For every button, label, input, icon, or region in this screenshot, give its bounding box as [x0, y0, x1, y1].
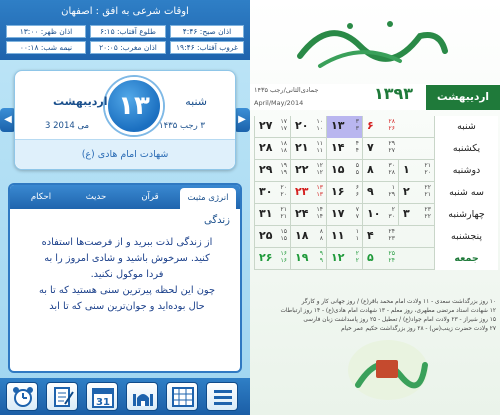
gregorian-date: 3 می 2014 — [45, 121, 90, 131]
tab-hadith[interactable]: حدیث — [85, 192, 107, 202]
calendar-week-row — [254, 160, 498, 182]
next-day-button[interactable]: ▶ — [234, 108, 250, 132]
secondary-day-numbers: ۱۵ ۱۵ — [280, 228, 287, 242]
day-event: شهادت امام هادی (ع) — [15, 139, 235, 169]
calendar-day-cell[interactable] — [398, 160, 434, 182]
tab-ahkam[interactable]: احکام — [30, 192, 52, 202]
calendar-day-cell[interactable] — [362, 138, 398, 160]
secondary-day-numbers: ۹ ۹ — [319, 250, 323, 264]
day-number: ۱۳ — [105, 77, 163, 135]
calendar-day-number: 31 — [96, 397, 110, 408]
secondary-day-numbers: ۲۲ ۲۱ — [424, 184, 431, 198]
secondary-day-numbers: ۵ ۵ — [355, 162, 359, 176]
weekday-label: دوشنبه — [434, 160, 498, 182]
date-card — [14, 70, 236, 170]
calendar-day-cell[interactable] — [362, 116, 398, 138]
calendar-day-cell[interactable] — [254, 226, 290, 248]
calendar-day-cell[interactable] — [254, 116, 290, 138]
secondary-day-numbers: ۲ ۲ — [355, 250, 359, 264]
calendar-day-cell[interactable] — [254, 160, 290, 182]
secondary-day-numbers: ۳ ۳ — [355, 118, 359, 132]
solar-day-number: ۱۱ — [331, 229, 345, 242]
solar-day-number: ۸ — [367, 163, 374, 176]
solar-day-number: ۱۹ — [295, 251, 309, 264]
calendar-day-cell[interactable] — [290, 160, 326, 182]
menu-button[interactable] — [206, 382, 238, 411]
calendar-day-icon — [91, 386, 115, 408]
calendar-day-cell[interactable] — [326, 160, 362, 182]
calendar-day-cell[interactable] — [326, 248, 362, 270]
solar-day-number: ۱۶ — [331, 185, 345, 198]
calendar-day-cell[interactable] — [254, 138, 290, 160]
solar-day-number: ۲۴ — [295, 207, 309, 220]
weekday-label: سه شنبه — [434, 182, 498, 204]
solar-day-number: ۲۶ — [259, 251, 273, 264]
month-calendar-grid — [254, 116, 498, 270]
prev-day-button[interactable]: ◀ — [0, 108, 16, 132]
weekday-label: شنبه — [185, 95, 207, 108]
secondary-day-numbers: ۴ ۴ — [355, 140, 359, 154]
secondary-day-numbers: ۱ ۲۹ — [388, 184, 395, 198]
solar-day-number: ۱۷ — [331, 207, 345, 220]
solar-day-number: ۱۴ — [331, 141, 345, 154]
fajr-time: اذان صبح: ۴:۴۶ — [170, 25, 244, 38]
weekday-label: پنجشنبه — [434, 226, 498, 248]
secondary-day-numbers: ۲۴ ۲۳ — [388, 228, 395, 242]
menu-icon — [211, 386, 235, 408]
calendar-day-cell[interactable] — [326, 182, 362, 204]
notes-button[interactable] — [46, 382, 78, 411]
calendar-week-row — [254, 248, 498, 270]
solar-day-number: ۱۲ — [331, 251, 345, 264]
solar-day-number: ۱۸ — [295, 229, 309, 242]
secondary-day-numbers: ۲۳ ۲۲ — [424, 206, 431, 220]
solar-day-number: ۲۲ — [295, 163, 309, 176]
secondary-day-numbers: ۲۹ ۲۷ — [388, 140, 395, 154]
secondary-day-numbers: ۱۸ ۱۸ — [280, 140, 287, 154]
calendar-day-cell[interactable] — [254, 182, 290, 204]
secondary-day-numbers: ۸ ۸ — [319, 228, 323, 242]
solar-day-number: ۳۰ — [259, 185, 273, 198]
content-line: فردا موکول نکنید. — [90, 269, 164, 280]
solar-day-number: ۴ — [367, 229, 374, 242]
year-title: ۱۳۹۳ — [374, 84, 414, 103]
content-line: از زندگی لذت ببرید و از فرصت‌ها استفاده — [41, 237, 213, 248]
mosque-icon — [131, 386, 155, 408]
calendar-day-cell[interactable] — [398, 204, 434, 226]
solar-day-number: ۲۸ — [259, 141, 273, 154]
event-line: ۲۷ ولادت حضرت زینب(س) - ۲۸ روز بزرگداشت حکیم عمر خیام — [341, 326, 496, 332]
calendar-day-cell[interactable] — [362, 226, 398, 248]
calendar-day-cell[interactable] — [290, 182, 326, 204]
content-line: کنید. سرخوش باشید و شادی امروز را به — [44, 253, 210, 264]
weekday-label: چهارشنبه — [434, 204, 498, 226]
calligraphy-logo — [290, 6, 450, 76]
hijri-months-label: جمادی‌الثانی/رجب ۱۴۳۵ — [254, 86, 319, 94]
secondary-day-numbers: ۱ ۱ — [355, 228, 359, 242]
calendar-day-cell[interactable] — [362, 248, 398, 270]
content-title: زندگی — [204, 215, 230, 226]
note-icon — [51, 386, 75, 408]
calendar-day-cell[interactable] — [326, 138, 362, 160]
calendar-day-cell[interactable] — [290, 138, 326, 160]
secondary-day-numbers: ۲۱ ۲۰ — [424, 162, 431, 176]
alarm-button[interactable] — [6, 382, 38, 411]
solar-day-number: ۲۱ — [295, 141, 309, 154]
secondary-day-numbers: ۲۱ ۲۱ — [280, 206, 287, 220]
calendar-day-cell[interactable] — [290, 116, 326, 138]
midnight-time: نیمه شب: ۰۰:۱۸ — [6, 41, 86, 54]
secondary-day-numbers: ۱۱ ۱۱ — [316, 140, 323, 154]
calendar-week-row — [254, 182, 498, 204]
solar-day-number: ۲۹ — [259, 163, 273, 176]
weekday-label: شنبه — [434, 116, 498, 138]
dhuhr-time: اذان ظهر: ۱۳:۰۰ — [6, 25, 86, 38]
solar-day-number: ۶ — [367, 119, 374, 132]
solar-day-number: ۲۵ — [259, 229, 273, 242]
secondary-day-numbers: ۱۲ ۱۲ — [316, 162, 323, 176]
solar-day-number: ۳۱ — [259, 207, 273, 220]
solar-day-number: ۲۳ — [295, 185, 309, 198]
prayer-button[interactable] — [126, 382, 158, 411]
calendar-week-row — [254, 138, 498, 160]
secondary-day-numbers: ۱۶ ۱۶ — [280, 250, 287, 264]
weekday-label: جمعه — [434, 248, 498, 270]
month-events-list — [256, 298, 496, 334]
solar-day-number: ۳ — [403, 207, 410, 220]
hijri-date: ۳ رجب ۱۴۳۵ — [159, 121, 205, 131]
content-panel — [8, 183, 242, 373]
secondary-day-numbers: ۷ ۷ — [355, 206, 359, 220]
calendar-day-button[interactable] — [86, 382, 118, 411]
calendar-day-cell[interactable] — [362, 204, 398, 226]
month-view-button[interactable] — [166, 382, 198, 411]
maghrib-time: اذان مغرب: ۲۰:۰۵ — [90, 41, 166, 54]
secondary-day-numbers: ۳۰ ۲۸ — [388, 162, 395, 176]
secondary-day-numbers: ۱۴ ۱۴ — [316, 206, 323, 220]
calendar-week-row — [254, 204, 498, 226]
solar-day-number: ۲۰ — [295, 119, 309, 132]
calendar-day-cell[interactable] — [362, 182, 398, 204]
secondary-day-numbers: ۱۰ ۱۰ — [316, 118, 323, 132]
sunset-time: غروب آفتاب: ۱۹:۴۶ — [170, 41, 244, 54]
event-line: ۱۵ روز شیراز - ۲۳ ولادت امام جواد(ع) / تعطیل - ۲۵ روز پاسداشت زبان فارسی — [303, 317, 496, 323]
sunrise-time: طلوع آفتاب: ۶:۱۵ — [90, 25, 166, 38]
month-grid-icon — [171, 386, 195, 408]
calendar-day-cell[interactable] — [362, 160, 398, 182]
calendar-week-row — [254, 226, 498, 248]
content-body — [16, 235, 238, 315]
secondary-day-numbers: ۲۵ ۲۴ — [388, 250, 395, 264]
content-line: چون این لحظه پیرترین سنی هستید که تا به — [38, 285, 216, 296]
solar-day-number: ۵ — [367, 251, 374, 264]
secondary-day-numbers: ۱۳ ۱۳ — [316, 184, 323, 198]
solar-day-number: ۷ — [367, 141, 374, 154]
solar-day-number: ۲ — [403, 185, 410, 198]
solar-day-number: ۱۳ — [331, 119, 345, 132]
calendar-day-cell[interactable] — [398, 182, 434, 204]
secondary-day-numbers: ۱۹ ۱۹ — [280, 162, 287, 176]
solar-day-number: ۹ — [367, 185, 374, 198]
decorative-calligraphy — [340, 330, 436, 410]
alarm-icon — [11, 386, 35, 408]
month-label: اردیبهشت — [53, 95, 108, 108]
calendar-day-cell[interactable] — [326, 116, 362, 138]
calendar-day-cell[interactable] — [326, 204, 362, 226]
solar-day-number: ۱ — [403, 163, 410, 176]
solar-day-number: ۱۰ — [367, 207, 381, 220]
calendar-day-cell[interactable] — [290, 226, 326, 248]
solar-day-number: ۲۷ — [259, 119, 273, 132]
month-title: اردیبهشت — [426, 85, 500, 110]
event-line: ۱۲ شهادت استاد مرتضی مطهری، روز معلم - ۱۳ شهادت امام هادی(ع) - ۱۴ روز ارتباطات — [280, 308, 496, 314]
calendar-day-cell[interactable] — [326, 226, 362, 248]
calendar-day-cell[interactable] — [290, 248, 326, 270]
weekday-label: یکشنبه — [434, 138, 498, 160]
prayer-times-title: اوقات شرعی به افق : اصفهان — [61, 6, 189, 17]
gregorian-months-label: April/May/2014 — [254, 99, 304, 107]
tab-quran[interactable]: قرآن — [141, 192, 159, 202]
calendar-day-cell[interactable] — [290, 204, 326, 226]
bottom-toolbar — [0, 378, 250, 415]
calendar-day-cell[interactable] — [254, 204, 290, 226]
tab-positive-energy[interactable]: انرژی مثبت — [180, 188, 236, 209]
calendar-week-row — [254, 116, 498, 138]
secondary-day-numbers: ۲ ۳۰ — [388, 206, 395, 220]
content-tabs — [10, 185, 240, 209]
secondary-day-numbers: ۱۷ ۱۷ — [280, 118, 287, 132]
secondary-day-numbers: ۶ ۶ — [355, 184, 359, 198]
event-line: ۱۰ روز بزرگداشت سعدی - ۱۱ ولادت امام محمد باقر(ع) / روز جهانی کار و کارگر — [301, 299, 496, 305]
secondary-day-numbers: ۲۸ ۲۶ — [388, 118, 395, 132]
solar-day-number: ۱۵ — [331, 163, 345, 176]
content-line: حال بوده‌اید و جوان‌ترین سنی که تا ابد — [49, 301, 205, 312]
monthly-calendar-panel — [250, 0, 500, 415]
calendar-day-cell[interactable] — [254, 248, 290, 270]
secondary-day-numbers: ۲۰ ۲۰ — [280, 184, 287, 198]
